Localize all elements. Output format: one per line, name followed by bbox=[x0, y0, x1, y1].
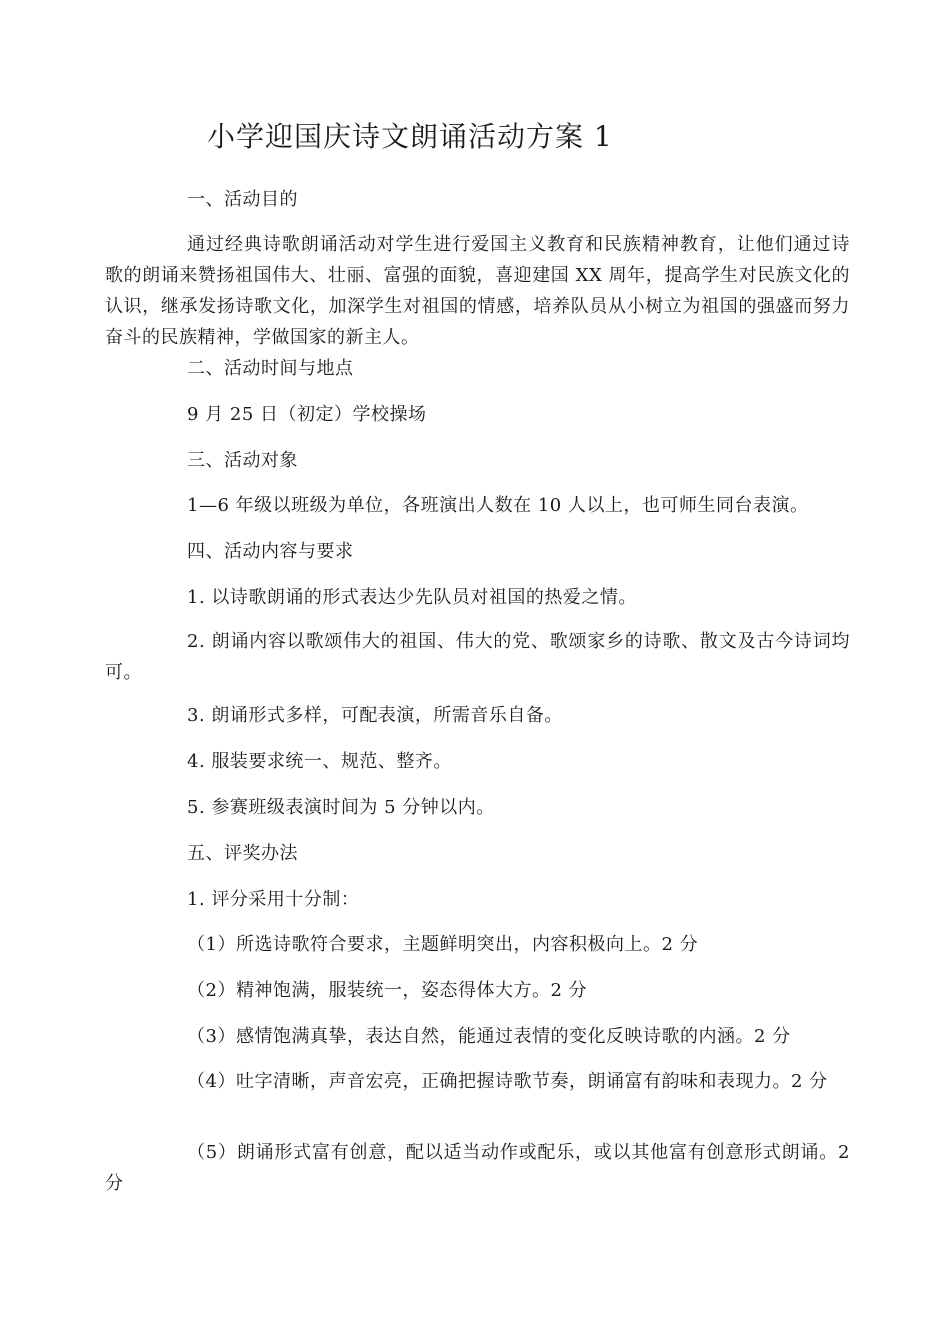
requirement-item-2: 2. 朗诵内容以歌颂伟大的祖国、伟大的党、歌颂家乡的诗歌、散文及古今诗词均可。 bbox=[105, 631, 850, 683]
section-heading-purpose: 一、活动目的 bbox=[187, 189, 298, 210]
section-heading-award: 五、评奖办法 bbox=[187, 843, 298, 864]
criterion-item-5: （5）朗诵形式富有创意，配以适当动作或配乐，或以其他富有创意形式朗诵。2 分 bbox=[105, 1142, 850, 1194]
award-item-1: 1. 评分采用十分制： bbox=[187, 889, 360, 910]
criterion-item-1: （1）所选诗歌符合要求，主题鲜明突出，内容积极向上。2 分 bbox=[187, 934, 699, 955]
section-heading-content: 四、活动内容与要求 bbox=[187, 541, 354, 562]
criterion-item-4: （4）吐字清晰，声音宏亮，正确把握诗歌节奏，朗诵富有韵味和表现力。2 分 bbox=[187, 1071, 828, 1092]
paragraph-purpose: 通过经典诗歌朗诵活动对学生进行爱国主义教育和民族精神教育，让他们通过诗歌的朗诵来赞扬祖国伟大、壮丽、富强的面貌，喜迎建国 XX 周年，提高学生对民族文化的认识，继承发扬诗歌文化，加深学生对祖国的情感，培养队员从小树立为祖国的强盛而努力奋斗的民族精神，学做国家的新主人。 bbox=[105, 234, 850, 348]
requirement-item-3: 3. 朗诵形式多样，可配表演，所需音乐自备。 bbox=[187, 705, 563, 726]
section-heading-target: 三、活动对象 bbox=[187, 450, 298, 471]
requirement-item-5: 5. 参赛班级表演时间为 5 分钟以内。 bbox=[187, 797, 495, 818]
requirement-item-1: 1. 以诗歌朗诵的形式表达少先队员对祖国的热爱之情。 bbox=[187, 587, 637, 608]
paragraph-time: 9 月 25 日（初定）学校操场 bbox=[187, 404, 427, 425]
paragraph-target: 1—6 年级以班级为单位，各班演出人数在 10 人以上，也可师生同台表演。 bbox=[187, 495, 809, 516]
document-title: 小学迎国庆诗文朗诵活动方案 1 bbox=[207, 120, 613, 153]
requirement-item-4: 4. 服装要求统一、规范、整齐。 bbox=[187, 751, 452, 772]
criterion-item-3: （3）感情饱满真挚，表达自然，能通过表情的变化反映诗歌的内涵。2 分 bbox=[187, 1026, 791, 1047]
criterion-item-2: （2）精神饱满，服装统一，姿态得体大方。2 分 bbox=[187, 980, 588, 1001]
section-heading-time: 二、活动时间与地点 bbox=[187, 358, 354, 379]
